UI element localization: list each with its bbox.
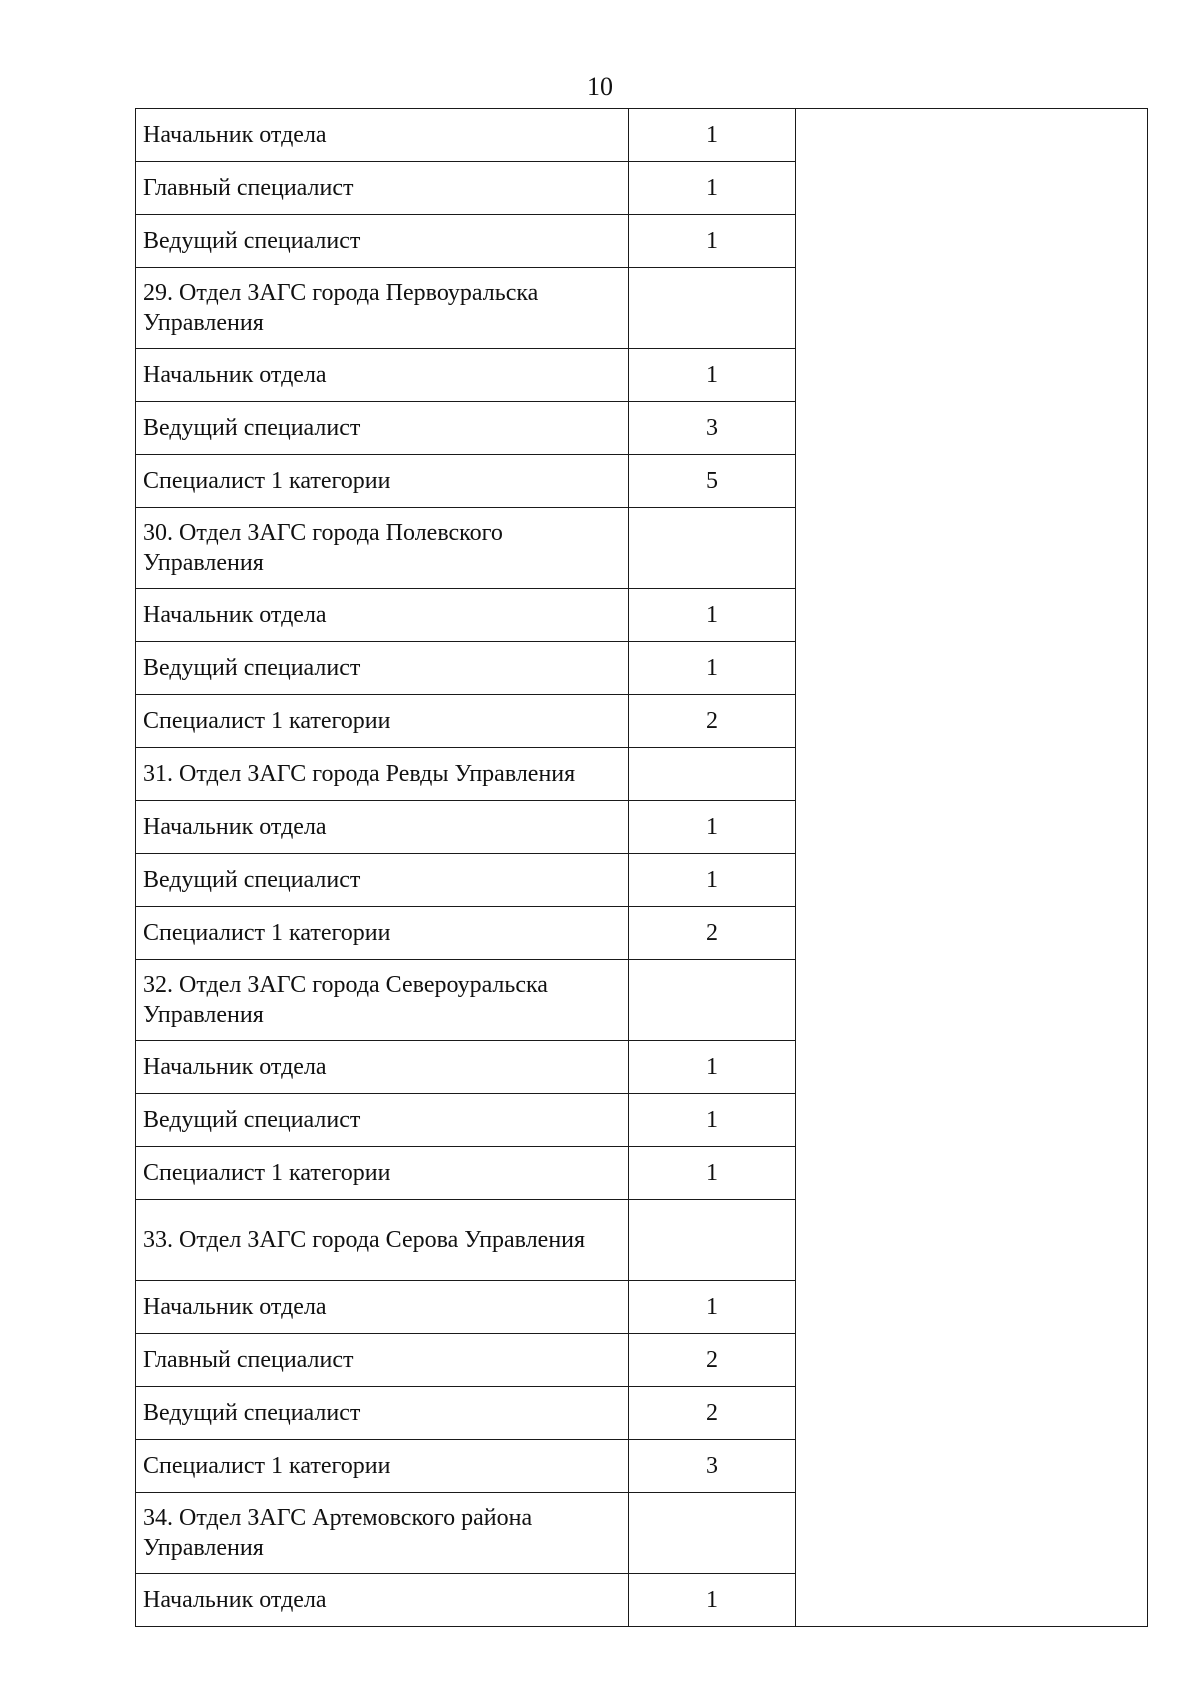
position-count: 5 [629, 455, 796, 508]
position-count: 3 [629, 1440, 796, 1493]
position-count: 1 [629, 1147, 796, 1200]
position-count: 2 [629, 1334, 796, 1387]
department-count [629, 508, 796, 589]
department-count [629, 748, 796, 801]
position-count: 1 [629, 215, 796, 268]
position-name: Начальник отдела [136, 1574, 629, 1627]
position-count: 2 [629, 907, 796, 960]
position-name: Ведущий специалист [136, 854, 629, 907]
position-name: Начальник отдела [136, 349, 629, 402]
position-count: 1 [629, 1281, 796, 1334]
staff-table [135, 108, 1148, 1627]
department-name: 29. Отдел ЗАГС города Первоуральска Управления [136, 268, 629, 349]
position-name: Ведущий специалист [136, 1094, 629, 1147]
position-name: Специалист 1 категории [136, 455, 629, 508]
department-name: 32. Отдел ЗАГС города Североуральска Управления [136, 960, 629, 1041]
department-count [629, 1200, 796, 1281]
position-name: Ведущий специалист [136, 215, 629, 268]
position-count: 2 [629, 1387, 796, 1440]
position-count: 2 [629, 695, 796, 748]
position-count: 1 [629, 1041, 796, 1094]
position-name: Ведущий специалист [136, 642, 629, 695]
position-count: 1 [629, 854, 796, 907]
position-count: 1 [629, 1574, 796, 1627]
position-name: Специалист 1 категории [136, 907, 629, 960]
department-count [629, 1493, 796, 1574]
position-name: Главный специалист [136, 162, 629, 215]
position-name: Ведущий специалист [136, 1387, 629, 1440]
position-count: 1 [629, 642, 796, 695]
position-name: Главный специалист [136, 1334, 629, 1387]
position-name: Специалист 1 категории [136, 1147, 629, 1200]
page-number: 10 [587, 72, 613, 101]
position-count: 1 [629, 162, 796, 215]
notes-column [796, 109, 1148, 1627]
position-count: 3 [629, 402, 796, 455]
position-count: 1 [629, 1094, 796, 1147]
department-count [629, 960, 796, 1041]
position-name: Начальник отдела [136, 801, 629, 854]
department-name: 30. Отдел ЗАГС города Полевского Управления [136, 508, 629, 589]
position-count: 1 [629, 801, 796, 854]
position-name: Начальник отдела [136, 1041, 629, 1094]
position-count: 1 [629, 589, 796, 642]
position-name: Специалист 1 категории [136, 695, 629, 748]
position-name: Ведущий специалист [136, 402, 629, 455]
position-name: Начальник отдела [136, 109, 629, 162]
department-name: 31. Отдел ЗАГС города Ревды Управления [136, 748, 629, 801]
position-count: 1 [629, 109, 796, 162]
department-name: 33. Отдел ЗАГС города Серова Управления [136, 1200, 629, 1281]
position-count: 1 [629, 349, 796, 402]
department-count [629, 268, 796, 349]
position-name: Начальник отдела [136, 1281, 629, 1334]
table-row [136, 109, 1148, 162]
position-name: Начальник отдела [136, 589, 629, 642]
department-name: 34. Отдел ЗАГС Артемовского района Управления [136, 1493, 629, 1574]
position-name: Специалист 1 категории [136, 1440, 629, 1493]
